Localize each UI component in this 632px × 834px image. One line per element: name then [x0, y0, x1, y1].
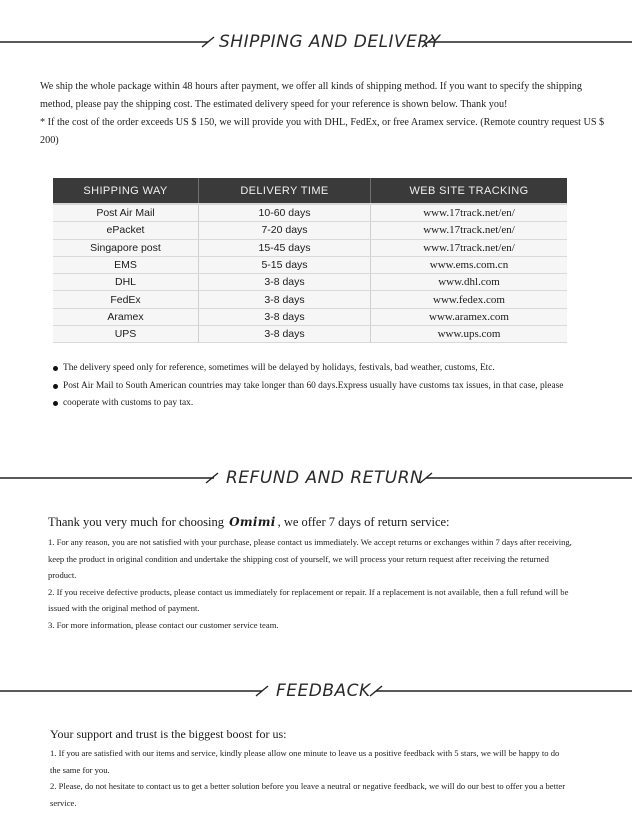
- shipping-section-header: [0, 32, 632, 52]
- list-item: 3. For more information, please contact our customer service team.: [48, 619, 279, 630]
- shipping-way-cell: DHL: [53, 274, 199, 291]
- list-item: 1. If you are satisfied with our items and service, kindly please allow one minute to leave us a positive feedback with 5 stars, we will be happy to do the same for you.: [50, 748, 560, 775]
- delivery-time-cell: 3-8 days: [199, 291, 371, 308]
- shipping-note: * If the cost of the order exceeds US $ 150, we will provide you with DHL, FedEx, or free Aramex service. (Remote country request US $ 200): [40, 117, 605, 146]
- header-shipping-way: SHIPPING WAY: [53, 178, 199, 204]
- delivery-time-cell: 15-45 days: [199, 239, 371, 256]
- list-item: 2. If you receive defective products, please contact us immediately for replacement or repair. If a replacement is not available, then a full refund will be issued with the original method of payment.: [48, 586, 569, 613]
- refund-lead-start: Thank you very much for choosing: [48, 515, 225, 529]
- list-item: [53, 360, 613, 378]
- list-item: 1. For any reason, you are not satisfied with your purchase, please contact us immediately. We accept returns or exchanges within 7 days after receiving, keep the product in original condition and undertake the shipping cost of yourself, we will process your return request after receiving the returned product.: [48, 537, 572, 580]
- list-item-text: Post Air Mail to South American countries may take longer than 60 days.Express usually have customs tax issues, in that case, please: [63, 380, 564, 391]
- delivery-time-cell: 3-8 days: [199, 274, 371, 291]
- shipping-way-cell: Post Air Mail: [53, 204, 199, 222]
- tracking-site-cell: www.ups.com: [371, 326, 568, 343]
- table-row: [53, 256, 567, 273]
- tracking-site-cell: www.aramex.com: [371, 308, 568, 325]
- table-row: [53, 274, 567, 291]
- shipping-notes-list: [53, 360, 613, 413]
- delivery-time-cell: 3-8 days: [199, 308, 371, 325]
- list-item: [53, 395, 613, 413]
- delivery-time-cell: 7-20 days: [199, 222, 371, 239]
- shipping-intro: We ship the whole package within 48 hours after payment, we offer all kinds of shipping method. If you want to specify the shipping method, please pay the shipping cost. The estimated delivery speed for your reference is shown below. Thank you!: [40, 81, 582, 110]
- delivery-time-cell: 3-8 days: [199, 326, 371, 343]
- shipping-way-cell: ePacket: [53, 222, 199, 239]
- feedback-section-header: [0, 681, 632, 701]
- table-row: [53, 239, 567, 256]
- header-web-site-tracking: WEB SITE TRACKING: [371, 178, 568, 204]
- delivery-time-cell: 5-15 days: [199, 256, 371, 273]
- shipping-table: [53, 178, 567, 343]
- table-header-row: [53, 178, 567, 204]
- header-delivery-time: DELIVERY TIME: [199, 178, 371, 204]
- tracking-site-cell: www.17track.net/en/: [371, 204, 568, 222]
- shipping-title: SHIPPING AND DELIVERY: [219, 32, 441, 52]
- brand-logo: Omimi: [229, 515, 276, 529]
- refund-terms-list: [48, 534, 578, 633]
- list-item-text: The delivery speed only for reference, sometimes will be delayed by holidays, festivals, bad weather, customs, Etc.: [63, 363, 495, 373]
- list-item: [53, 378, 613, 396]
- shipping-intro-block: [40, 78, 610, 150]
- tracking-site-cell: www.17track.net/en/: [371, 222, 568, 239]
- bullet-icon: [53, 384, 58, 389]
- table-row: [53, 326, 567, 343]
- tracking-site-cell: www.17track.net/en/: [371, 239, 568, 256]
- refund-title: REFUND AND RETURN: [226, 468, 424, 488]
- table-row: [53, 291, 567, 308]
- feedback-list: [50, 745, 570, 811]
- bullet-icon: [53, 366, 58, 371]
- list-item-text: cooperate with customs to pay tax.: [63, 398, 194, 408]
- feedback-title: FEEDBACK: [276, 681, 371, 701]
- shipping-way-cell: UPS: [53, 326, 199, 343]
- shipping-way-cell: Singapore post: [53, 239, 199, 256]
- tracking-site-cell: www.ems.com.cn: [371, 256, 568, 273]
- feedback-lead: Your support and trust is the biggest boost for us:: [50, 727, 287, 741]
- tracking-site-cell: www.dhl.com: [371, 274, 568, 291]
- delivery-time-cell: 10-60 days: [199, 204, 371, 222]
- shipping-way-cell: Aramex: [53, 308, 199, 325]
- tracking-site-cell: www.fedex.com: [371, 291, 568, 308]
- table-row: [53, 204, 567, 222]
- table-row: [53, 222, 567, 239]
- refund-lead-end: , we offer 7 days of return service:: [277, 515, 450, 529]
- list-item: 2. Please, do not hesitate to contact us to get a better solution before you leave a neutral or negative feedback, we will do our best to offer you a better service.: [50, 781, 566, 808]
- refund-lead: [48, 513, 450, 531]
- shipping-way-cell: FedEx: [53, 291, 199, 308]
- table-row: [53, 308, 567, 325]
- refund-section-header: [0, 468, 632, 488]
- shipping-way-cell: EMS: [53, 256, 199, 273]
- bullet-icon: [53, 401, 58, 406]
